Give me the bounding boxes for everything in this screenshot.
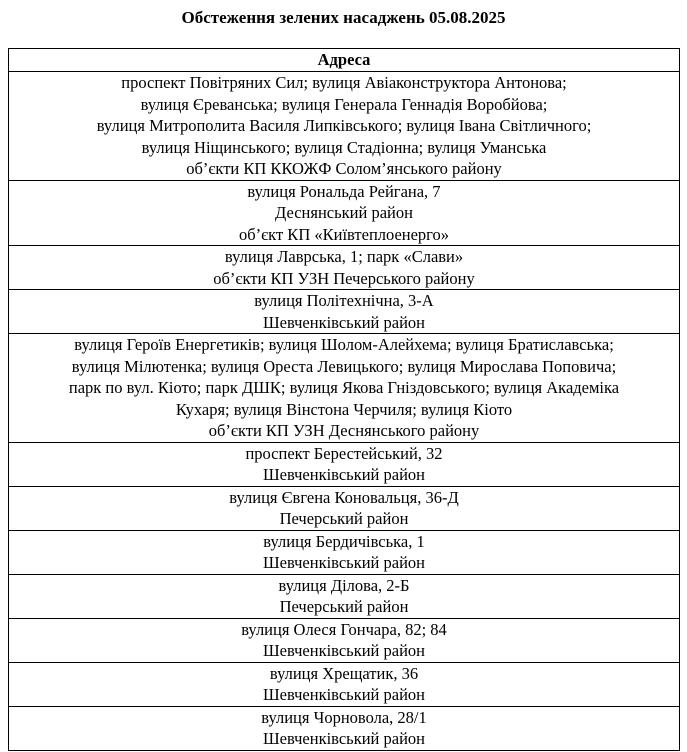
address-line: Шевченківський район xyxy=(262,553,425,572)
address-cell xyxy=(9,574,680,618)
address-cell xyxy=(9,486,680,530)
address-line: вулиця Євгена Коновальця, 36-Д xyxy=(229,487,459,507)
address-line: вулиця Лаврська, 1; парк «Слави» xyxy=(224,247,464,266)
address-line: проспект Повітряних Сил; вулиця Авіаконструктора Антонова; xyxy=(121,73,567,92)
table-row xyxy=(9,486,680,530)
address-line: вулиця Мілютенка; вулиця Ореста Левицького; вулиця Мирослава Поповича; xyxy=(71,356,617,376)
document-title: Обстеження зелених насаджень 05.08.2025 xyxy=(181,8,506,27)
column-header-address: Адреса xyxy=(9,49,680,72)
table-row xyxy=(9,618,680,662)
address-line: Печерський район xyxy=(279,509,409,528)
address-line: Шевченківський район xyxy=(262,641,425,660)
table-row xyxy=(9,180,680,246)
table-row xyxy=(9,290,680,334)
address-cell xyxy=(9,180,680,246)
table-body xyxy=(9,72,680,751)
address-line: вулиця Чорновола, 28/1 xyxy=(261,707,427,727)
address-line: об’єкти КП УЗН Печерського району xyxy=(213,268,475,288)
address-line: парк по вул. Кіото; парк ДШК; вулиця Якова Гніздовського; вулиця Академіка xyxy=(68,378,620,397)
address-line: Шевченківський район xyxy=(262,465,425,484)
address-cell xyxy=(9,530,680,574)
table-row xyxy=(9,334,680,443)
address-line: Шевченківський район xyxy=(262,685,425,704)
address-cell xyxy=(9,618,680,662)
address-cell xyxy=(9,290,680,334)
address-line: Шевченківський район xyxy=(262,729,425,748)
table-row xyxy=(9,574,680,618)
address-line: вулиця Політехнічна, 3-А xyxy=(254,291,434,310)
address-line: вулиця Бердичівська, 1 xyxy=(263,531,425,551)
table-row xyxy=(9,72,680,181)
address-cell xyxy=(9,662,680,706)
address-line: вулиця Ділова, 2-Б xyxy=(278,575,410,595)
address-line: вулиця Олеся Гончара, 82; 84 xyxy=(241,619,447,639)
address-line: вулиця Героїв Енергетиків; вулиця Шолом-Алейхема; вулиця Братиславська; xyxy=(74,335,614,354)
address-line: об’єкти КП УЗН Деснянського району xyxy=(208,421,480,440)
table-header-row xyxy=(9,49,680,72)
address-line: проспект Берестейський, 32 xyxy=(245,443,443,463)
address-table xyxy=(8,48,680,751)
address-line: Печерський район xyxy=(279,597,409,616)
address-line: вулиця Ніщинського; вулиця Стадіонна; вулиця Уманська xyxy=(141,137,547,157)
address-line: вулиця Хрещатик, 36 xyxy=(269,663,419,683)
address-cell xyxy=(9,72,680,181)
address-line: вулиця Єреванська; вулиця Генерала Геннадія Воробйова; xyxy=(140,94,548,114)
table-row xyxy=(9,530,680,574)
address-cell xyxy=(9,334,680,443)
address-line: вулиця Рональда Рейгана, 7 xyxy=(247,181,441,201)
address-line: Кухаря; вулиця Вінстона Черчиля; вулиця Кіото xyxy=(175,399,513,419)
table-row xyxy=(9,442,680,486)
address-line: Шевченківський район xyxy=(262,312,425,332)
address-line: об’єкти КП ККОЖФ Солом’янського району xyxy=(186,159,502,178)
table-row xyxy=(9,706,680,750)
address-cell xyxy=(9,442,680,486)
address-cell xyxy=(9,246,680,290)
table-row xyxy=(9,246,680,290)
table-row xyxy=(9,662,680,706)
address-line: вулиця Митрополита Василя Липківського; вулиця Івана Світличного; xyxy=(96,116,592,135)
address-line: об’єкт КП «Київтеплоенерго» xyxy=(238,224,450,244)
address-line: Деснянський район xyxy=(275,203,413,222)
address-cell xyxy=(9,706,680,750)
